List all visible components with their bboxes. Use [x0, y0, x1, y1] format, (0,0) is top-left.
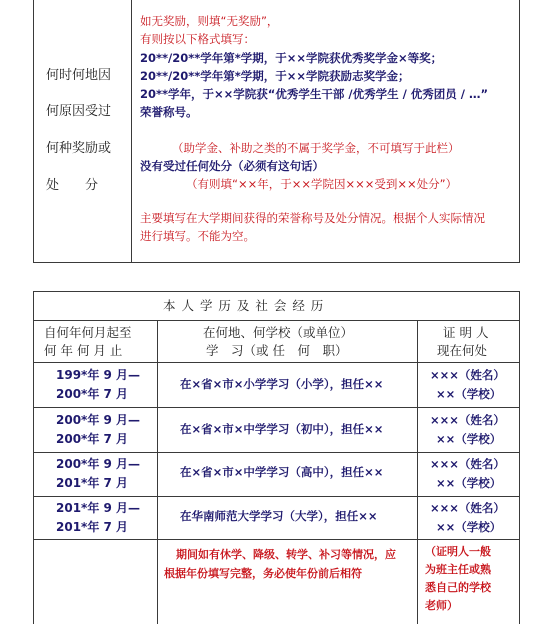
label-line: 何时何地因	[46, 68, 112, 83]
row-date: 201*年 7 月	[56, 520, 129, 534]
row-witness: ×××（姓名）	[430, 368, 505, 382]
instruction-text: 如无奖励，则填“无奖励”，	[140, 14, 279, 28]
instruction-text: （有则填“××年，于××学院因×××受到××处分”）	[186, 177, 458, 191]
example-text: 20**学年，于××学院获“优秀学生干部 /优秀学生 / 优秀团员 / …”	[140, 87, 489, 101]
row-place: 在×省×市×中学学习（初中），担任××	[180, 422, 384, 436]
instruction-text: 进行填写。不能为空。	[140, 229, 255, 243]
row-witness: ××（学校）	[436, 476, 502, 490]
label-line: 处 分	[46, 178, 99, 193]
row-date: 200*年 7 月	[56, 432, 129, 446]
row-date: 200*年 9 月—	[56, 413, 141, 427]
row-date: 199*年 9 月—	[56, 368, 141, 382]
header-place: 学 习（或 任 何 职）	[206, 343, 348, 358]
label-line: 何种奖励或	[46, 141, 112, 156]
footer-note: 期间如有休学、降级、转学、补习等情况，应	[176, 548, 396, 561]
row-place: 在华南师范大学学习（大学），担任××	[180, 509, 378, 523]
header-place: 在何地、何学校（或单位）	[203, 325, 354, 340]
example-text: 20**/20**学年第*学期，于××学院获优秀奖学金×等奖；	[140, 51, 443, 65]
label-line: 何原因受过	[46, 104, 112, 119]
instruction-text: 主要填写在大学期间获得的荣誉称号及处分情况。根据个人实际情况	[140, 211, 485, 225]
example-text: 20**/20**学年第*学期，于××学院获励志奖学金；	[140, 69, 410, 83]
row-date: 201*年 7 月	[56, 476, 129, 490]
row-witness: ×××（姓名）	[430, 457, 505, 471]
witness-note: 为班主任或熟	[425, 563, 491, 576]
header-witness: 现在何处	[437, 343, 488, 358]
instruction-text: （助学金、补助之类的不属于奖学金，不可填写于此栏）	[172, 141, 460, 155]
header-witness: 证 明 人	[443, 325, 489, 340]
row-date: 200*年 9 月—	[56, 457, 141, 471]
example-text: 没有受过任何处分（必须有这句话）	[140, 159, 324, 173]
row-witness: ×××（姓名）	[430, 413, 505, 427]
header-period: 何 年 何 月 止	[44, 343, 123, 358]
witness-note: 悉自己的学校	[425, 581, 491, 594]
row-witness: ××（学校）	[436, 520, 502, 534]
row-date: 201*年 9 月—	[56, 501, 141, 515]
witness-note: （证明人一般	[425, 545, 491, 558]
row-place: 在×省×市×中学学习（高中），担任××	[180, 465, 384, 479]
row-witness: ×××（姓名）	[430, 501, 505, 515]
instruction-text: 有则按以下格式填写：	[140, 32, 255, 46]
footer-note: 根据年份填写完整，务必使年份前后相符	[164, 567, 362, 580]
row-witness: ××（学校）	[436, 387, 502, 401]
row-witness: ××（学校）	[436, 432, 502, 446]
row-place: 在×省×市×小学学习（小学），担任××	[180, 377, 384, 391]
witness-note: 老师）	[425, 599, 458, 612]
row-date: 200*年 7 月	[56, 387, 129, 401]
example-text: 荣誉称号。	[140, 105, 198, 119]
header-period: 自何年何月起至	[44, 325, 132, 340]
table-title: 本 人 学 历 及 社 会 经 历	[163, 298, 325, 313]
